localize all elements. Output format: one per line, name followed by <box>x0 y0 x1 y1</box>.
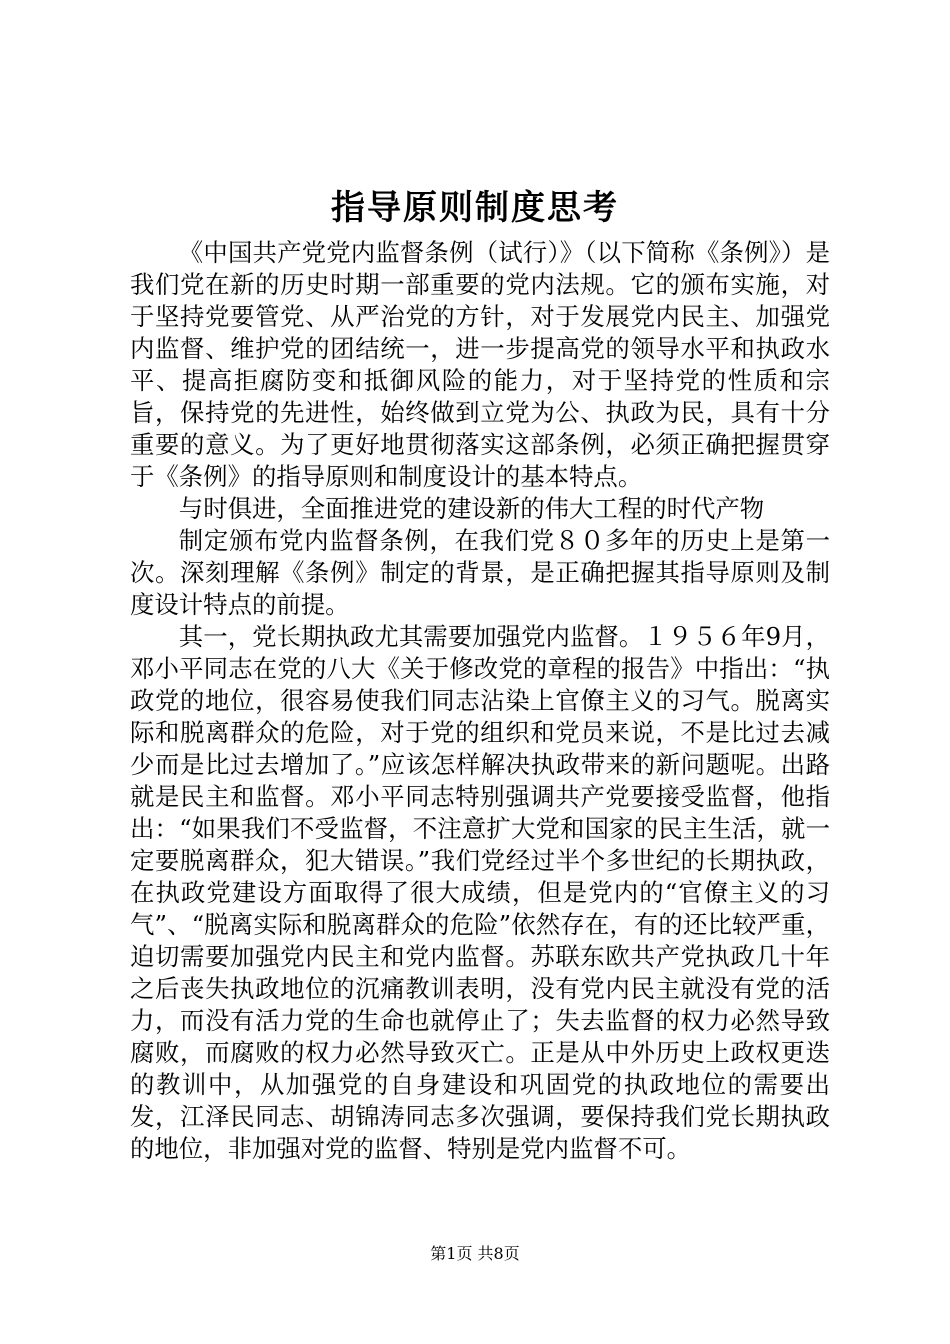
paragraph-background: 制定颁布党内监督条例，在我们党８０多年的历史上是第一次。深刻理解《条例》制定的背景，是正确把握其指导原则及制度设计特点的前提。 <box>130 526 830 619</box>
page-indicator: 第1页 共8页 <box>430 1244 520 1263</box>
paragraph-point-one: 其一，党长期执政尤其需要加强党内监督。１９５６年9月，邓小平同志在党的八大《关于修改党的章程的报告》中指出：“执政党的地位，很容易使我们同志沾染上官僚主义的习气。脱离实际和脱离群众的危险，对于党的组织和党员来说，不是比过去减少而是比过去增加了。”应该怎样解决执政带来的新问题呢。出路就是民主和监督。邓小平同志特别强调共产党要接受监督，他指出：“如果我们不受监督，不注意扩大党和国家的民主生活，就一定要脱离群众，犯大错误。”我们党经过半个多世纪的长期执政，在执政党建设方面取得了很大成绩，但是党内的“官僚主义的习气”、“脱离实际和脱离群众的危险”依然存在，有的还比较严重，迫切需要加强党内民主和党内监督。苏联东欧共产党执政几十年之后丧失执政地位的沉痛教训表明，没有党内民主就没有党的活力，而没有活力党的生命也就停止了；失去监督的权力必然导致腐败，而腐败的权力必然导致灭亡。正是从中外历史上政权更迭的教训中，从加强党的自身建设和巩固党的执政地位的需要出发，江泽民同志、胡锦涛同志多次强调，要保持我们党长期执政的地位，非加强对党的监督、特别是党内监督不可。 <box>130 622 830 1163</box>
page-footer <box>0 1243 950 1265</box>
document-title: 指导原则制度思考 <box>331 188 619 228</box>
paragraph-section-heading: 与时俱进，全面推进党的建设新的伟大工程的时代产物 <box>178 494 765 523</box>
document-body <box>130 237 830 1165</box>
paragraph-intro: 《中国共产党党内监督条例（试行）》（以下简称《条例》）是我们党在新的历史时期一部重要的党内法规。它的颁布实施，对于坚持党要管党、从严治党的方针，对于发展党内民主、加强党内监督、维护党的团结统一，进一步提高党的领导水平和执政水平、提高拒腐防变和抵御风险的能力，对于坚持党的性质和宗旨，保持党的先进性，始终做到立党为公、执政为民，具有十分重要的意义。为了更好地贯彻落实这部条例，必须正确把握贯穿于《条例》的指导原则和制度设计的基本特点。 <box>130 238 830 491</box>
